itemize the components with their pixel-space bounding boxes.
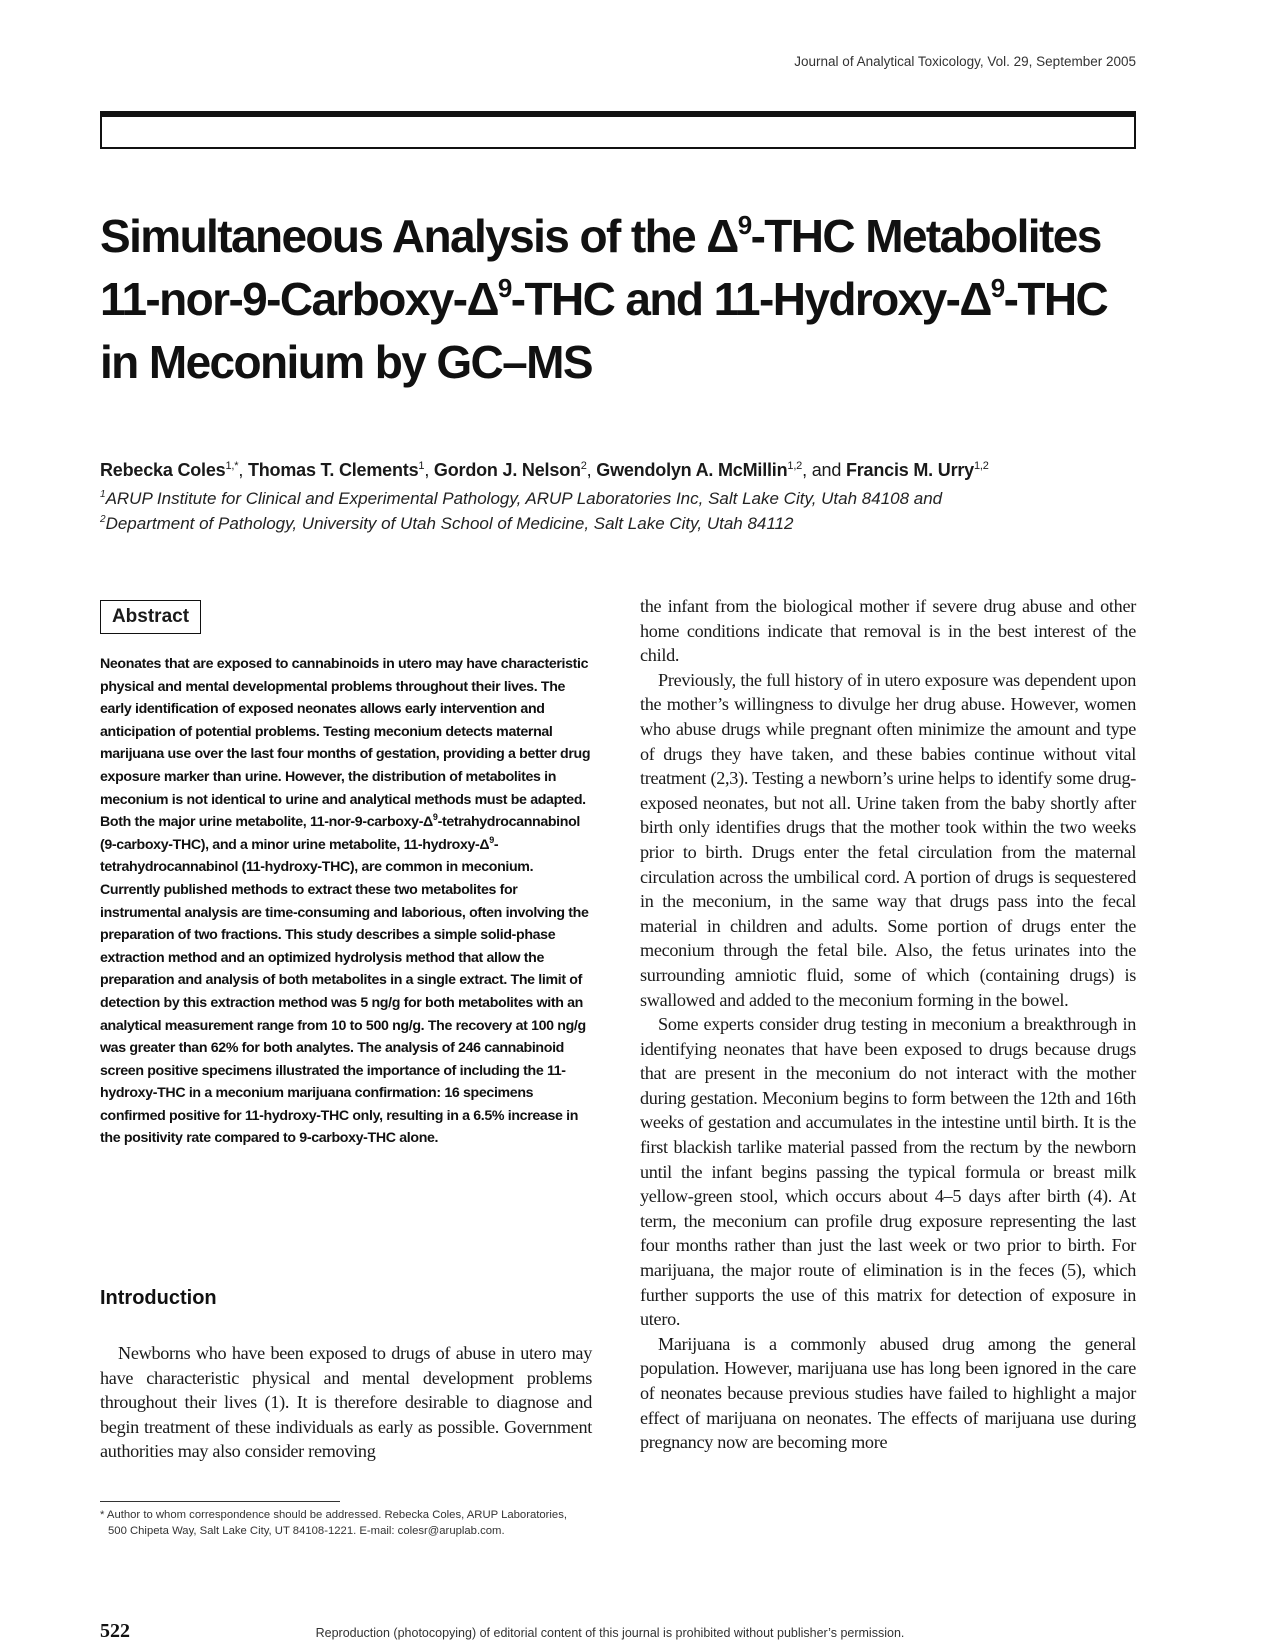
copyright-notice: Reproduction (photocopying) of editorial content of this journal is prohibited without publisher’s permission.: [315, 1626, 905, 1640]
title-line-2: $11-nor-9-Carboxy-\Delta^9$-THC and $11-Hydroxy-\Delta^9$-THC: [100, 273, 1108, 325]
body-paragraph: Marijuana is a commonly abused drug among the general population. However, marijuana use has long been ignored in the care of neonates because previous studies have failed to highlight a major effect of marijuana on neonates. The effects of marijuana use during pregnancy now are becoming more: [640, 1333, 1136, 1453]
footnote-rule: [100, 1501, 340, 1502]
body-paragraph: Previously, the full history of in utero exposure was dependent upon the mother’s willingness to divulge her drug abuse. However, women who abuse drugs while pregnant often minimize the amount and type of drugs they have taken, and these babies continue without vital treatment (2,3). Testing a newborn’s urine helps to identify some drug-exposed neonates, but not all. Urine taken from the baby shortly after birth only identifies drugs that the mother took within the two weeks prior to birth. Drugs enter the fetal circulation from the maternal circulation across the umbilical cord. A portion of drugs is sequestered in the meconium, in the same way that drugs pass into the fecal material in children and adults. Some portion of drugs enter the meconium through the fetal bile. Also, the fetus urinates into the surrounding amniotic fluid, some of which (containing drugs) is swallowed and added to the meconium forming in the bowel.: [640, 669, 1136, 1010]
introduction-paragraph: Newborns who have been exposed to drugs of abuse in utero may have characteristic physical and mental development problems throughout their lives (1). It is therefore desirable to diagnose and begin treatment of these individuals as early as possible. Government authorities may also consider removing: [100, 1343, 592, 1462]
body-paragraph: Some experts consider drug testing in meconium a breakthrough in identifying neonates that have been exposed to drugs because drugs that are present in the meconium do not interact with the mother during gestation. Meconium begins to form between the 12th and 16th weeks of gestation and accumulates in the intestine until birth. It is the first blackish tarlike material passed from the rectum by the newborn until the infant begins passing the typical formula or breast milk yellow-green stool, which occurs about 4–5 days after birth (4). At term, the meconium can profile drug exposure representing the last four months rather than just the last week or two prior to birth. For marijuana, the major route of elimination is in the feces (5), which further supports the use of this matrix for detection of exposure in utero.: [640, 1014, 1136, 1330]
author-name: Thomas T. Clements: [247, 460, 419, 480]
affiliation-1: $^1$ARUP Institute for Clinical and Experimental Pathology, ARUP Laboratories Inc, Salt Lake City, Utah 84108 and: [100, 489, 943, 508]
title-rule-box: [100, 111, 1136, 149]
abstract-text: Neonates that are exposed to cannabinoids in utero may have characteristic physical and mental developmental problems throughout their lives. The early identification of exposed neonates allows early intervention and anticipation of potential problems. Testing meconium detects maternal marijuana use over the last four months of gestation, providing a better drug exposure marker than urine. However, the distribution of metabolites in meconium is not identical to urine and analytical methods must be adapted. Both the major urine metabolite, $11-nor-9-carboxy-\Delta^9$-tetrahydrocannabinol (9-carboxy-THC), and a minor urine metabolite, $11-hydroxy-\Delta^9$-tetrahydrocannabinol (11-hydroxy-THC), are common in meconium. Currently published methods to extract these two metabolites for instrumental analysis are time-consuming and laborious, often involving the preparation of two fractions. This study describes a simple solid-phase extraction method and an optimized hydrolysis method that allow the preparation and analysis of both metabolites in a single extract. The limit of detection by this extraction method was 5 ng/g for both metabolites with an analytical measurement range from 10 to 500 ng/g. The recovery at 100 ng/g was greater than 62% for both analytes. The analysis of 246 cannabinoid screen positive specimens illustrated the importance of including the 11-hydroxy-THC in a meconium marijuana confirmation: 16 specimens confirmed positive for 11-hydroxy-THC only, resulting in a 6.5% increase in the positivity rate compared to 9-carboxy-THC alone.: [100, 656, 591, 1147]
title-line-1: Simultaneous Analysis of the $\Delta^9$-THC Metabolites: [100, 210, 1101, 262]
body-paragraph: the infant from the biological mother if severe drug abuse and other home conditions indicate that removal is in the best interest of the child.: [640, 596, 1136, 666]
correspondence-footnote: [100, 1507, 592, 1539]
author-name: Rebecka Coles: [100, 460, 226, 480]
affiliation-2: $^2$Department of Pathology, University of Utah School of Medicine, Salt Lake City, Utah 84112: [100, 514, 794, 533]
author-list: Rebecka Coles$^{1,*}$, Thomas T. Clements$^1$, Gordon J. Nelson$^2$, Gwendolyn A. McMillin$^{1,2}$, and Francis M. Urry$^{1,2}$: [100, 460, 989, 480]
author-name: Gwendolyn A. McMillin: [596, 460, 788, 480]
right-column: [640, 594, 1136, 1455]
footnote-line-1: * Author to whom correspondence should be addressed. Rebecka Coles, ARUP Laboratories,: [100, 1509, 568, 1521]
page-number: 522: [100, 1620, 130, 1642]
introduction-heading: Introduction: [100, 1287, 217, 1309]
footnote-line-2: 500 Chipeta Way, Salt Lake City, UT 84108-1221. E-mail: colesr@aruplab.com.: [108, 1525, 505, 1537]
title-line-3: in Meconium by GC–MS: [100, 336, 592, 388]
author-name: Gordon J. Nelson: [433, 460, 581, 480]
abstract-label: Abstract: [100, 600, 201, 634]
author-name: Francis M. Urry: [845, 460, 974, 480]
article-title: [100, 205, 1140, 394]
journal-header: Journal of Analytical Toxicology, Vol. 29, September 2005: [794, 54, 1136, 69]
